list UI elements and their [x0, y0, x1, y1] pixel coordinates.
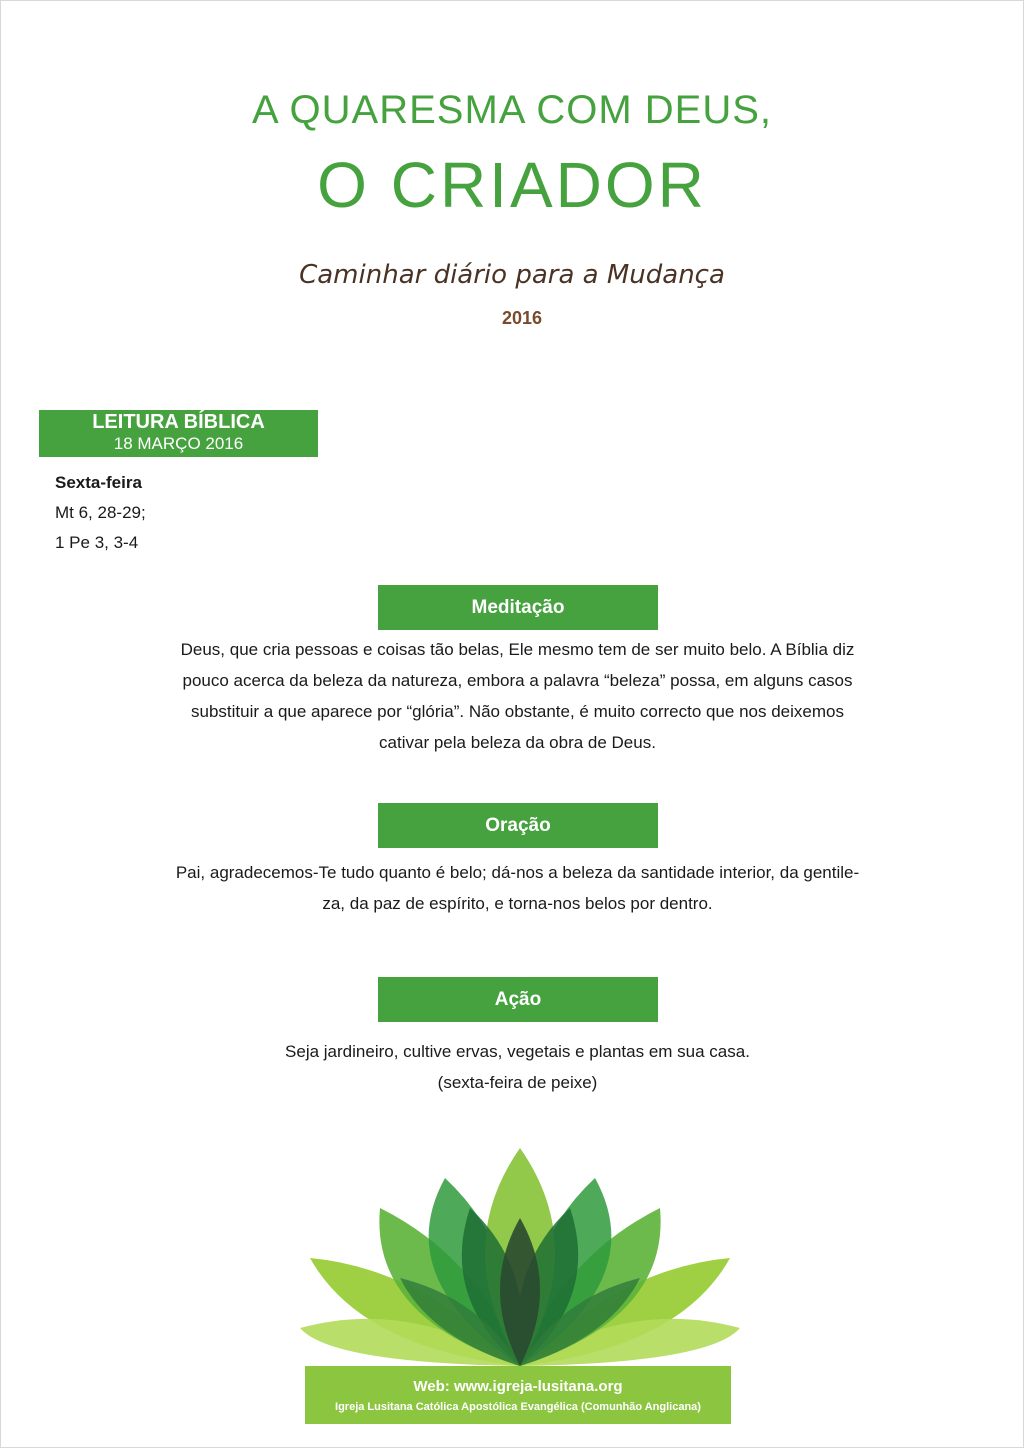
meditation-heading: Meditação — [378, 585, 658, 630]
reading-weekday: Sexta-feira — [55, 473, 142, 492]
reading-reference: Mt 6, 28-29; — [55, 503, 146, 522]
prayer-heading: Oração — [378, 803, 658, 848]
action-line: Seja jardineiro, cultive ervas, vegetais e plantas em sua casa. — [285, 1042, 750, 1061]
action-heading: Ação — [378, 977, 658, 1022]
reading-references — [55, 468, 146, 558]
reading-reference: 1 Pe 3, 3-4 — [55, 533, 139, 552]
footer-web-link[interactable]: Web: www.igreja-lusitana.org — [413, 1378, 623, 1395]
footer-banner — [305, 1366, 731, 1424]
footer-church-name: Igreja Lusitana Católica Apostólica Evangélica (Comunhão Anglicana) — [335, 1401, 701, 1413]
title-line-1: A QUARESMA COM DEUS, — [251, 88, 773, 132]
lotus-leaves-icon — [300, 1148, 740, 1366]
meditation-line: pouco acerca da beleza da natureza, embora a palavra “beleza” possa, em alguns casos — [182, 671, 853, 690]
prayer-line: Pai, agradecemos-Te tudo quanto é belo; dá-nos a beleza da santidade interior, da gentile- — [175, 863, 860, 882]
title-line-2: O CRIADOR — [317, 149, 707, 221]
reading-heading: LEITURA BÍBLICA — [92, 411, 265, 433]
reading-date: 18 MARÇO 2016 — [113, 434, 244, 453]
action-line: (sexta-feira de peixe) — [437, 1073, 598, 1092]
prayer-line: za, da paz de espírito, e torna-nos belos por dentro. — [322, 894, 713, 913]
action-text — [100, 1036, 935, 1098]
meditation-text — [100, 634, 935, 758]
subtitle: Caminhar diário para a Mudança — [299, 260, 725, 290]
year: 2016 — [501, 308, 543, 328]
meditation-line: substituir a que aparece por “glória”. Não obstante, é muito correcto que nos deixemos — [191, 702, 844, 721]
reading-header-box — [39, 410, 318, 457]
meditation-line: Deus, que cria pessoas e coisas tão belas, Ele mesmo tem de ser muito belo. A Bíblia diz — [180, 640, 855, 659]
meditation-line: cativar pela beleza da obra de Deus. — [379, 733, 656, 752]
prayer-text — [100, 857, 935, 919]
